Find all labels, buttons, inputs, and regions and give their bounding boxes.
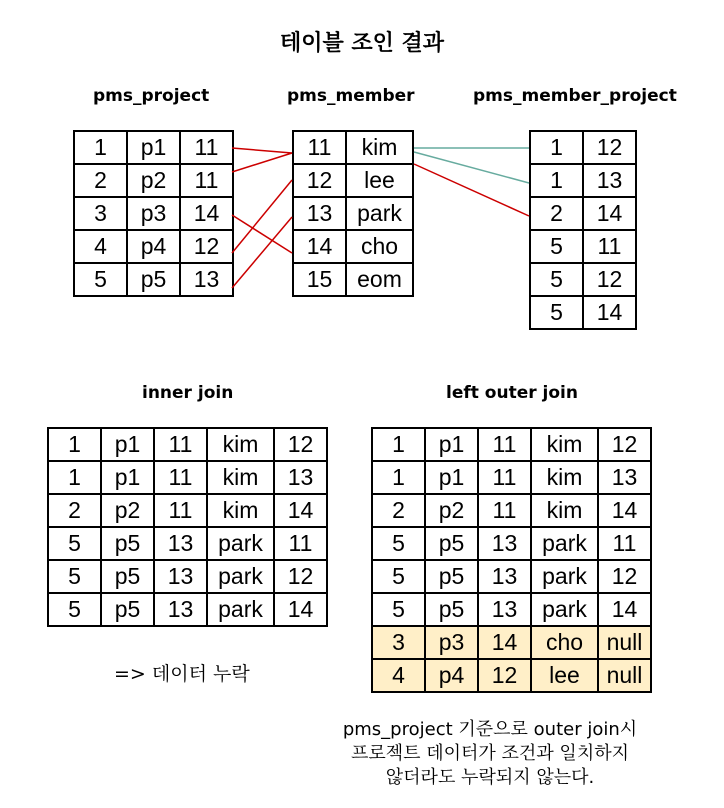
table-row [48, 593, 327, 626]
table-cell: 11 [154, 494, 207, 527]
table-cell: kim [531, 461, 598, 494]
table-cell: 1 [372, 461, 425, 494]
table-cell: 1 [530, 131, 583, 164]
table-cell: 5 [48, 527, 101, 560]
table-cell: 3 [74, 197, 127, 230]
table-cell: 5 [530, 263, 583, 296]
left-outer-join-label: left outer join [446, 383, 578, 403]
table-cell: 11 [180, 164, 233, 197]
table-cell: 14 [293, 230, 346, 263]
explanation-line-2: 프로젝트 데이터가 조건과 일치하지 [351, 743, 629, 764]
table-cell: park [207, 593, 274, 626]
table-cell: null [598, 659, 651, 692]
inner-join-table [47, 427, 328, 627]
table-cell: 11 [180, 131, 233, 164]
table-cell: p1 [425, 461, 478, 494]
connector-project-4-member-12 [232, 180, 292, 253]
table-cell: 12 [274, 428, 327, 461]
table-cell: 13 [478, 593, 531, 626]
table-cell: park [207, 527, 274, 560]
table-cell: 13 [154, 593, 207, 626]
table-cell: p5 [127, 263, 180, 296]
inner-join-label: inner join [142, 383, 234, 403]
table-cell: p5 [425, 527, 478, 560]
table-cell: 11 [478, 461, 531, 494]
table-cell: p5 [425, 560, 478, 593]
table-cell: 2 [48, 494, 101, 527]
table-row [372, 626, 651, 659]
table-cell: 12 [598, 560, 651, 593]
table-cell: p5 [101, 527, 154, 560]
table-cell: 14 [274, 593, 327, 626]
table-row [372, 593, 651, 626]
table-cell: 3 [372, 626, 425, 659]
table-row [372, 527, 651, 560]
table-cell: 12 [583, 131, 636, 164]
table-cell: p3 [425, 626, 478, 659]
table-cell: 13 [598, 461, 651, 494]
table-cell: cho [346, 230, 413, 263]
table-row [372, 659, 651, 692]
table-cell: 11 [154, 428, 207, 461]
table-cell: 1 [74, 131, 127, 164]
inner-join-note: => 데이터 누락 [114, 663, 250, 685]
table-row [48, 560, 327, 593]
table-cell: 5 [48, 560, 101, 593]
table-cell: p2 [425, 494, 478, 527]
table-cell: 4 [74, 230, 127, 263]
table-cell: 1 [372, 428, 425, 461]
table-cell: p5 [101, 593, 154, 626]
table-cell: p3 [127, 197, 180, 230]
table-cell: 14 [274, 494, 327, 527]
pms-member-label: pms_member [287, 86, 415, 106]
table-cell: 12 [180, 230, 233, 263]
table-row [372, 560, 651, 593]
table-cell: lee [531, 659, 598, 692]
table-row [372, 494, 651, 527]
table-cell: 5 [530, 230, 583, 263]
table-cell: 5 [372, 560, 425, 593]
table-row [372, 461, 651, 494]
table-row [48, 494, 327, 527]
table-cell: 2 [74, 164, 127, 197]
table-cell: 13 [293, 197, 346, 230]
table-cell: park [531, 560, 598, 593]
table-row [372, 428, 651, 461]
table-cell: 13 [154, 560, 207, 593]
table-cell: 13 [274, 461, 327, 494]
table-cell: 11 [478, 428, 531, 461]
table-cell: 12 [274, 560, 327, 593]
table-cell: 14 [180, 197, 233, 230]
table-cell: 11 [598, 527, 651, 560]
table-cell: p2 [101, 494, 154, 527]
table-cell: kim [531, 428, 598, 461]
table-cell: eom [346, 263, 413, 296]
left-outer-join-table [371, 427, 652, 693]
table-cell: park [346, 197, 413, 230]
table-cell: 15 [293, 263, 346, 296]
table-cell: 13 [478, 527, 531, 560]
table-cell: p1 [127, 131, 180, 164]
connector-member-11-mp-14 [414, 164, 529, 216]
table-cell: 11 [478, 494, 531, 527]
table-cell: kim [531, 494, 598, 527]
table-cell: 4 [372, 659, 425, 692]
table-cell: 11 [154, 461, 207, 494]
table-cell: lee [346, 164, 413, 197]
explanation-line-1: pms_project 기준으로 outer join시 [342, 719, 638, 740]
table-cell: 13 [478, 560, 531, 593]
table-cell: null [598, 626, 651, 659]
explanation-line-3: 않더라도 누락되지 않는다. [385, 767, 595, 788]
table-cell: 14 [583, 197, 636, 230]
table-cell: p1 [101, 428, 154, 461]
table-cell: 12 [293, 164, 346, 197]
table-cell: p1 [101, 461, 154, 494]
connector-project-5-member-13 [232, 217, 292, 288]
outer-join-explanation [300, 718, 680, 790]
table-cell: 12 [478, 659, 531, 692]
table-cell: p5 [425, 593, 478, 626]
table-cell: 5 [74, 263, 127, 296]
table-cell: 11 [293, 131, 346, 164]
table-cell: park [207, 560, 274, 593]
table-cell: kim [346, 131, 413, 164]
pms-member-project-label: pms_member_project [473, 86, 677, 106]
table-cell: 13 [154, 527, 207, 560]
table-cell: 12 [583, 263, 636, 296]
table-cell: kim [207, 428, 274, 461]
connector-member-11-mp-13 [414, 152, 529, 183]
table-cell: 1 [530, 164, 583, 197]
table-cell: 1 [48, 428, 101, 461]
table-cell: kim [207, 461, 274, 494]
table-cell: p1 [425, 428, 478, 461]
table-cell: 14 [598, 494, 651, 527]
table-cell: 14 [598, 593, 651, 626]
table-cell: 5 [372, 527, 425, 560]
table-cell: park [531, 527, 598, 560]
table-row [48, 527, 327, 560]
table-cell: 14 [583, 296, 636, 329]
table-cell: p4 [425, 659, 478, 692]
table-cell: park [531, 593, 598, 626]
table-cell: 5 [48, 593, 101, 626]
page-title: 테이블 조인 결과 [279, 31, 445, 56]
pms-project-label: pms_project [93, 86, 210, 106]
table-row [48, 428, 327, 461]
table-cell: 12 [598, 428, 651, 461]
table-cell: p4 [127, 230, 180, 263]
connector-project-3-member-14 [232, 215, 292, 253]
table-cell: kim [207, 494, 274, 527]
connector-project-1-member-11 [232, 148, 292, 153]
table-cell: p2 [127, 164, 180, 197]
connector-project-2-member-11 [232, 153, 292, 172]
table-cell: cho [531, 626, 598, 659]
table-cell: 11 [274, 527, 327, 560]
table-cell: 2 [530, 197, 583, 230]
table-cell: 14 [478, 626, 531, 659]
table-cell: 5 [372, 593, 425, 626]
table-cell: 2 [372, 494, 425, 527]
table-cell: 13 [583, 164, 636, 197]
table-cell: 1 [48, 461, 101, 494]
table-cell: 11 [583, 230, 636, 263]
table-row [48, 461, 327, 494]
table-cell: 13 [180, 263, 233, 296]
table-cell: 5 [530, 296, 583, 329]
table-cell: p5 [101, 560, 154, 593]
